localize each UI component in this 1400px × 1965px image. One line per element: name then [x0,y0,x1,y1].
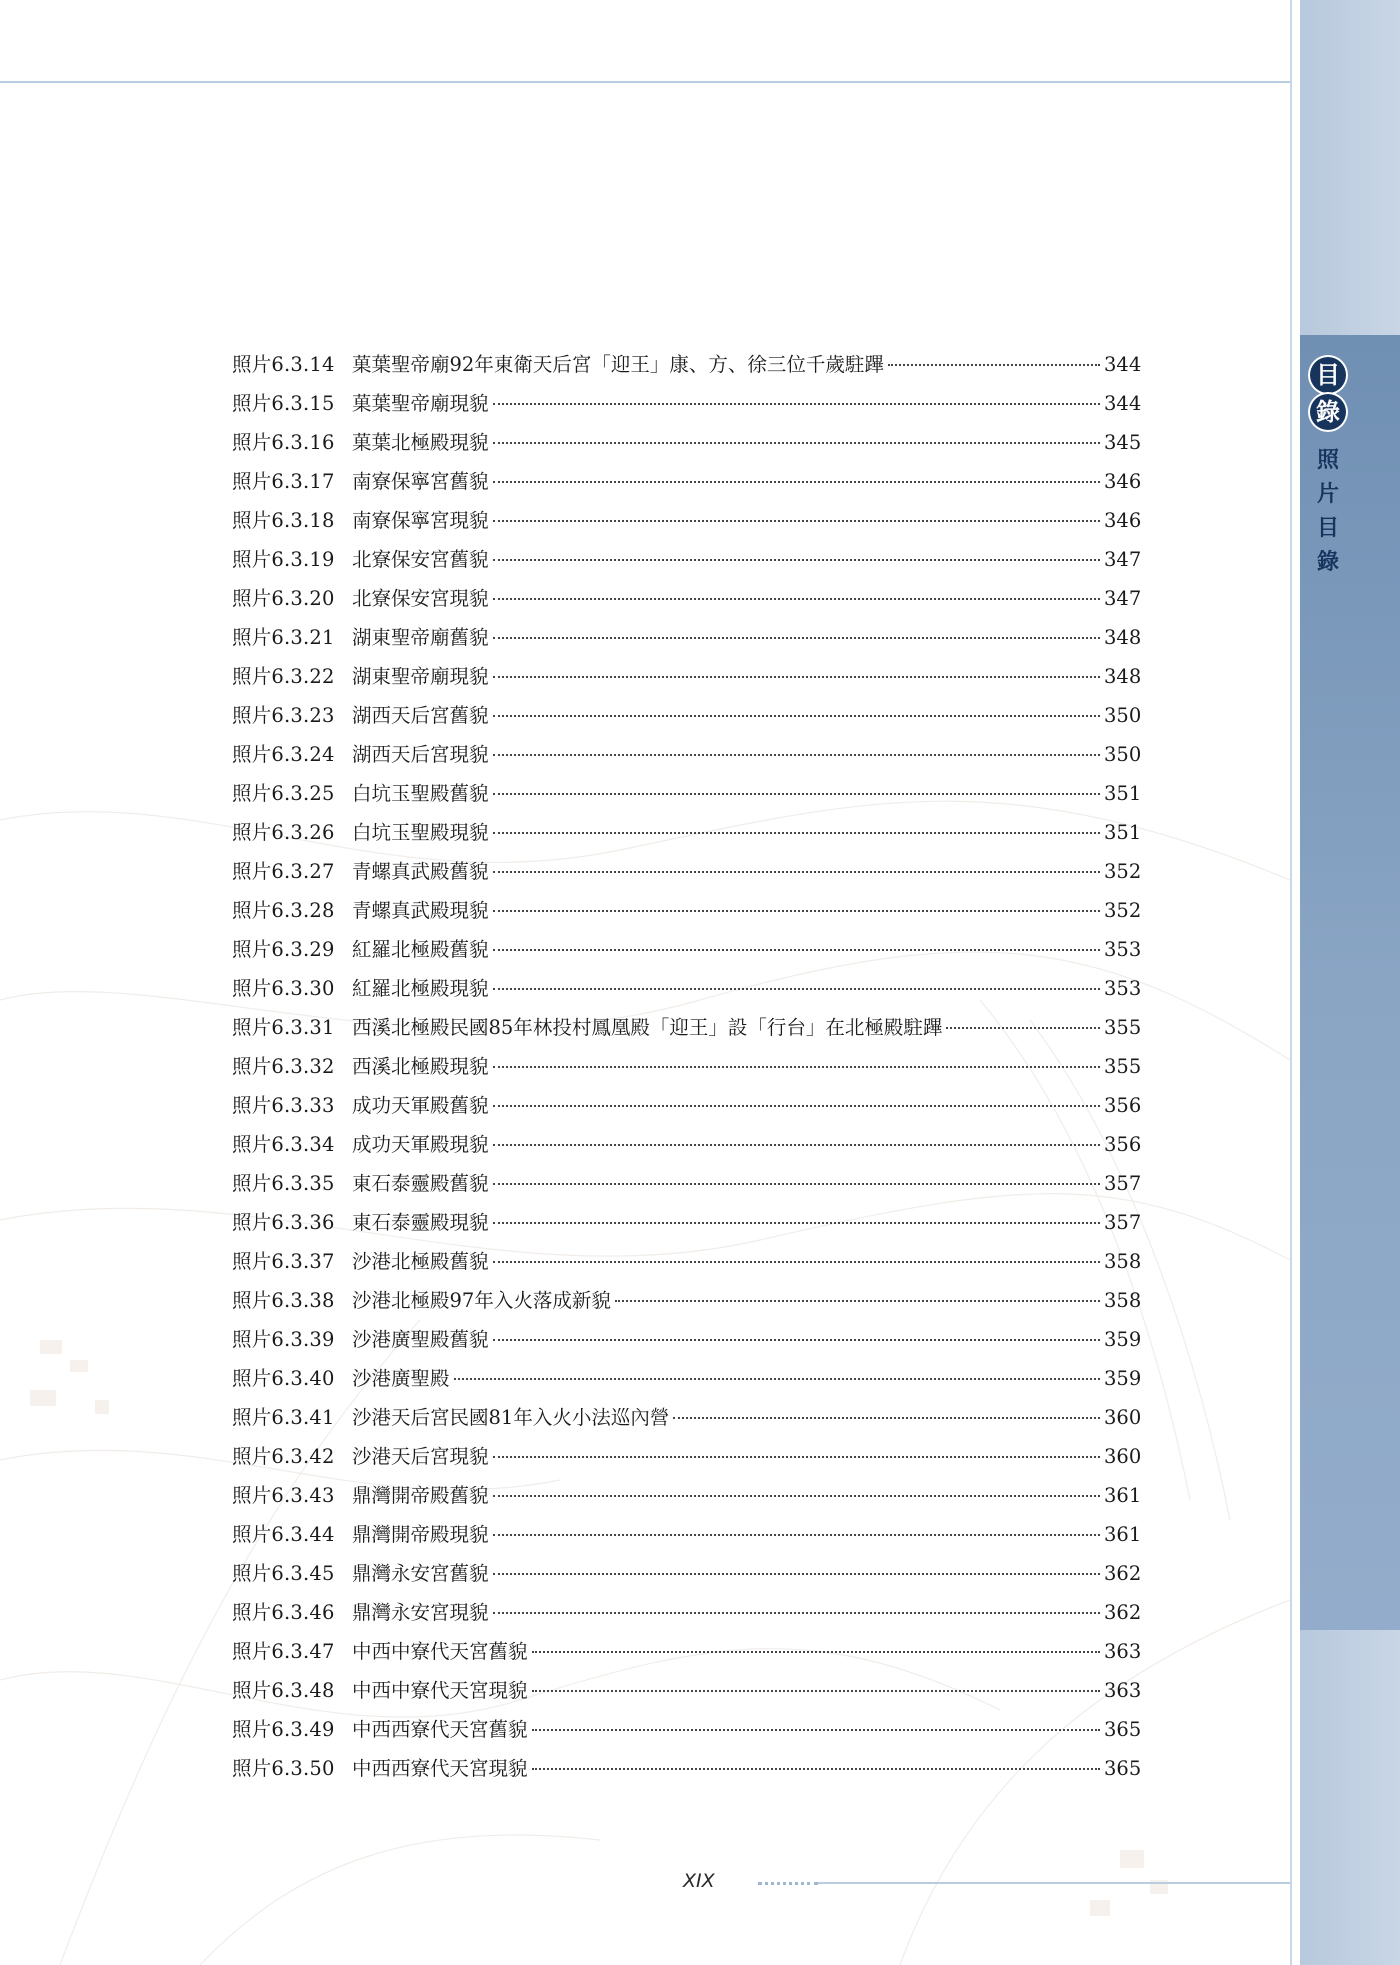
toc-entry-page: 344 [1104,353,1142,376]
toc-entry-number: 照片6.3.33 [232,1094,335,1117]
toc-entry[interactable] [232,501,1140,540]
toc-entry-page: 360 [1104,1406,1142,1429]
toc-entry-number: 照片6.3.39 [232,1328,335,1351]
toc-leader-dots [615,1300,1100,1302]
toc-entry-page: 359 [1104,1367,1142,1390]
toc-leader-dots [493,1339,1100,1341]
toc-entry-page: 352 [1104,860,1142,883]
toc-entry[interactable] [232,1593,1140,1632]
toc-entry[interactable] [232,1749,1140,1788]
toc-entry[interactable] [232,1554,1140,1593]
toc-entry-title: 北寮保安宮舊貌 [352,548,489,571]
toc-entry-title: 紅羅北極殿現貌 [352,977,489,1000]
toc-entry[interactable] [232,1047,1140,1086]
toc-leader-dots [493,1612,1100,1614]
toc-entry[interactable] [232,1320,1140,1359]
toc-entry-title: 青螺真武殿舊貌 [352,860,489,883]
toc-entry-page: 362 [1104,1601,1142,1624]
section-badge-2: 錄 [1310,394,1346,430]
toc-entry[interactable] [232,462,1140,501]
toc-entry-title: 湖東聖帝廟舊貌 [352,626,489,649]
toc-entry-title: 湖西天后宮現貌 [352,743,489,766]
section-label-char: 照 [1316,448,1339,473]
toc-leader-dots [532,1651,1100,1653]
toc-entry-number: 照片6.3.26 [232,821,335,844]
toc-entry-page: 363 [1104,1679,1142,1702]
toc-entry-page: 353 [1104,977,1142,1000]
toc-entry-number: 照片6.3.16 [232,431,335,454]
toc-leader-dots [888,364,1100,366]
toc-entry-page: 351 [1104,782,1142,805]
toc-entry-number: 照片6.3.20 [232,587,335,610]
toc-entry-number: 照片6.3.48 [232,1679,335,1702]
toc-entry-page: 352 [1104,899,1142,922]
toc-leader-dots [493,1105,1100,1107]
toc-entry-title: 鼎灣開帝殿現貌 [352,1523,489,1546]
toc-entry-page: 353 [1104,938,1142,961]
toc-entry-number: 照片6.3.25 [232,782,335,805]
toc-entry[interactable] [232,1398,1140,1437]
toc-entry-number: 照片6.3.21 [232,626,335,649]
toc-entry-page: 360 [1104,1445,1142,1468]
toc-leader-dots [493,403,1100,405]
section-label-char: 目 [1316,516,1339,541]
toc-entry-title: 東石泰靈殿舊貌 [352,1172,489,1195]
toc-entry-title: 鼎灣永安宮現貌 [352,1601,489,1624]
toc-entry-title: 中西西寮代天宮舊貌 [352,1718,528,1741]
toc-leader-dots [493,871,1100,873]
toc-entry-number: 照片6.3.44 [232,1523,335,1546]
toc-entry[interactable] [232,1008,1140,1047]
toc-entry-number: 照片6.3.15 [232,392,335,415]
toc-entry[interactable] [232,384,1140,423]
toc-entry-page: 358 [1104,1289,1142,1312]
toc-leader-dots [532,1729,1100,1731]
toc-entry-title: 菓葉聖帝廟92年東衛天后宮「迎王」康、方、徐三位千歲駐蹕 [352,353,884,376]
toc-entry-number: 照片6.3.32 [232,1055,335,1078]
toc-entry-number: 照片6.3.40 [232,1367,335,1390]
toc-entry[interactable] [232,969,1140,1008]
toc-entry[interactable] [232,618,1140,657]
toc-entry[interactable] [232,423,1140,462]
toc-entry-title: 沙港天后宮現貌 [352,1445,489,1468]
toc-entry-title: 沙港廣聖殿 [352,1367,450,1390]
toc-leader-dots [493,1534,1100,1536]
toc-leader-dots [493,520,1100,522]
toc-entry-title: 南寮保寧宮現貌 [352,509,489,532]
toc-entry-number: 照片6.3.31 [232,1016,335,1039]
toc-leader-dots [493,559,1100,561]
toc-entry[interactable] [232,1476,1140,1515]
toc-entry[interactable] [232,813,1140,852]
toc-leader-dots [493,1261,1100,1263]
toc-leader-dots [493,1144,1100,1146]
toc-leader-dots [493,1495,1100,1497]
toc-entry-page: 357 [1104,1211,1142,1234]
toc-entry-number: 照片6.3.14 [232,353,335,376]
toc-leader-dots [493,637,1100,639]
toc-entry-title: 沙港天后宮民國81年入火小法巡內營 [352,1406,670,1429]
toc-entry-number: 照片6.3.35 [232,1172,335,1195]
toc-entry-title: 湖西天后宮舊貌 [352,704,489,727]
toc-leader-dots [493,949,1100,951]
toc-leader-dots [493,1066,1100,1068]
toc-leader-dots [493,1183,1100,1185]
toc-entry[interactable] [232,891,1140,930]
toc-entry-page: 351 [1104,821,1142,844]
toc-entry-number: 照片6.3.36 [232,1211,335,1234]
footer-dots [758,1882,818,1885]
toc-entry-title: 白坑玉聖殿舊貌 [352,782,489,805]
toc-entry[interactable] [232,1710,1140,1749]
toc-entry[interactable] [232,540,1140,579]
toc-entry-title: 東石泰靈殿現貌 [352,1211,489,1234]
section-label-char: 錄 [1316,550,1339,575]
toc-entry-title: 白坑玉聖殿現貌 [352,821,489,844]
toc-entry-number: 照片6.3.50 [232,1757,335,1780]
toc-entry-page: 355 [1104,1055,1142,1078]
toc-entry-number: 照片6.3.42 [232,1445,335,1468]
toc-entry-page: 344 [1104,392,1142,415]
side-panel-divider [1290,0,1292,1965]
toc-entry-page: 350 [1104,743,1142,766]
toc-entry-number: 照片6.3.27 [232,860,335,883]
toc-entry-page: 357 [1104,1172,1142,1195]
toc-entry-title: 菓葉北極殿現貌 [352,431,489,454]
toc-entry-page: 361 [1104,1484,1142,1507]
toc-leader-dots [493,676,1100,678]
toc-entry-title: 中西西寮代天宮現貌 [352,1757,528,1780]
toc-entry[interactable] [232,1203,1140,1242]
toc-entry-title: 青螺真武殿現貌 [352,899,489,922]
toc-entry-number: 照片6.3.17 [232,470,335,493]
toc-entry-page: 362 [1104,1562,1142,1585]
toc-entry-number: 照片6.3.24 [232,743,335,766]
toc-entry-page: 356 [1104,1094,1142,1117]
toc-entry-number: 照片6.3.47 [232,1640,335,1663]
toc-entry-page: 361 [1104,1523,1142,1546]
toc-entry[interactable] [232,1164,1140,1203]
header-band [0,0,1290,81]
toc-entry[interactable] [232,930,1140,969]
toc-entry-page: 347 [1104,548,1142,571]
toc-entry-title: 菓葉聖帝廟現貌 [352,392,489,415]
toc-entry[interactable] [232,852,1140,891]
toc-entry[interactable] [232,774,1140,813]
toc-entry-title: 成功天軍殿現貌 [352,1133,489,1156]
toc-entry-number: 照片6.3.49 [232,1718,335,1741]
toc-entry-title: 沙港北極殿97年入火落成新貌 [352,1289,611,1312]
toc-entry-page: 348 [1104,665,1142,688]
toc-entry-number: 照片6.3.46 [232,1601,335,1624]
toc-entry[interactable] [232,1359,1140,1398]
toc-entry-title: 南寮保寧宮舊貌 [352,470,489,493]
toc-entry-title: 沙港廣聖殿舊貌 [352,1328,489,1351]
toc-entry-number: 照片6.3.45 [232,1562,335,1585]
toc-leader-dots [493,1573,1100,1575]
toc-leader-dots [493,1456,1100,1458]
toc-leader-dots [493,910,1100,912]
toc-entry-number: 照片6.3.41 [232,1406,335,1429]
toc-entry-number: 照片6.3.23 [232,704,335,727]
toc-entry-title: 紅羅北極殿舊貌 [352,938,489,961]
header-rule [0,81,1290,83]
toc-entry[interactable] [232,1086,1140,1125]
toc-leader-dots [493,793,1100,795]
section-label-char: 片 [1316,482,1339,507]
toc-entry[interactable] [232,1125,1140,1164]
toc-entry-title: 鼎灣永安宮舊貌 [352,1562,489,1585]
toc-entry-page: 345 [1104,431,1142,454]
toc-leader-dots [493,1222,1100,1224]
toc-entry[interactable] [232,1671,1140,1710]
toc-entry-title: 湖東聖帝廟現貌 [352,665,489,688]
toc-entry[interactable] [232,1632,1140,1671]
toc-leader-dots [493,988,1100,990]
toc-entry[interactable] [232,735,1140,774]
toc-entry-page: 365 [1104,1718,1142,1741]
toc-entry-title: 鼎灣開帝殿舊貌 [352,1484,489,1507]
toc-leader-dots [493,832,1100,834]
toc-entry-page: 350 [1104,704,1142,727]
toc-leader-dots [493,754,1100,756]
toc-entry[interactable] [232,1242,1140,1281]
toc-leader-dots [946,1027,1100,1029]
toc-entry-title: 中西中寮代天宮現貌 [352,1679,528,1702]
toc-entry-title: 西溪北極殿民國85年林投村鳳凰殿「迎王」設「行台」在北極殿駐蹕 [352,1016,943,1039]
toc-entry-page: 348 [1104,626,1142,649]
toc-entry-number: 照片6.3.43 [232,1484,335,1507]
toc-entry-title: 沙港北極殿舊貌 [352,1250,489,1273]
toc-entry-number: 照片6.3.22 [232,665,335,688]
toc-entry[interactable] [232,1437,1140,1476]
toc-leader-dots [673,1417,1100,1419]
toc-entry-number: 照片6.3.34 [232,1133,335,1156]
toc-entry[interactable] [232,1515,1140,1554]
toc-leader-dots [493,598,1100,600]
toc-entry-number: 照片6.3.28 [232,899,335,922]
toc-entry-number: 照片6.3.29 [232,938,335,961]
toc-entry-page: 346 [1104,509,1142,532]
toc-entry-page: 358 [1104,1250,1142,1273]
toc-leader-dots [493,442,1100,444]
toc-entry-title: 成功天軍殿舊貌 [352,1094,489,1117]
toc-entry-page: 355 [1104,1016,1142,1039]
toc-entry-page: 365 [1104,1757,1142,1780]
toc-leader-dots [532,1768,1100,1770]
toc-entry-title: 西溪北極殿現貌 [352,1055,489,1078]
toc-entry-number: 照片6.3.19 [232,548,335,571]
toc-entry[interactable] [232,1281,1140,1320]
toc-entry-number: 照片6.3.18 [232,509,335,532]
toc-leader-dots [454,1378,1100,1380]
toc-leader-dots [493,481,1100,483]
section-badge-1: 目 [1310,357,1346,393]
toc-entry-page: 356 [1104,1133,1142,1156]
toc-entry-number: 照片6.3.38 [232,1289,335,1312]
toc-leader-dots [493,715,1100,717]
toc-entry[interactable] [232,696,1140,735]
toc-entry-title: 中西中寮代天宮舊貌 [352,1640,528,1663]
photo-index-list [232,345,1140,1788]
footer-rule [818,1882,1290,1884]
toc-leader-dots [532,1690,1100,1692]
toc-entry-page: 363 [1104,1640,1142,1663]
toc-entry[interactable] [232,345,1140,384]
toc-entry-page: 346 [1104,470,1142,493]
toc-entry-number: 照片6.3.37 [232,1250,335,1273]
page-number: XIX [683,1870,715,1892]
toc-entry-number: 照片6.3.30 [232,977,335,1000]
toc-entry-page: 359 [1104,1328,1142,1351]
toc-entry-title: 北寮保安宮現貌 [352,587,489,610]
toc-entry[interactable] [232,579,1140,618]
section-vertical-label [1313,444,1343,580]
toc-entry[interactable] [232,657,1140,696]
toc-entry-page: 347 [1104,587,1142,610]
